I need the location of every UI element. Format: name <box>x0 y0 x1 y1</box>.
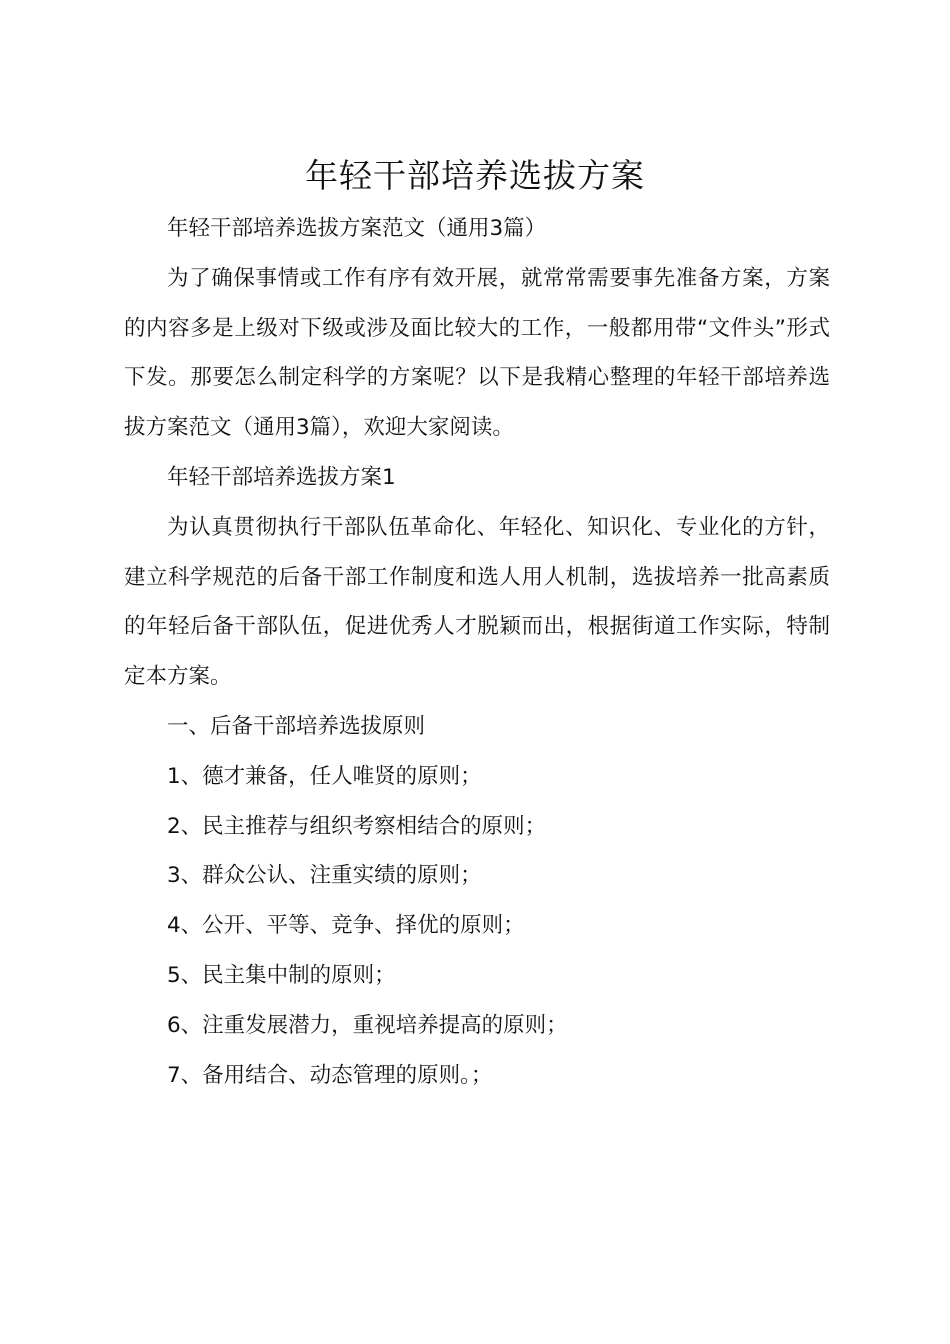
section-heading-plan-1: 年轻干部培养选拔方案1 <box>167 464 396 490</box>
list-item-principle-5: 5、民主集中制的原则； <box>167 962 396 988</box>
list-item-principle-3: 3、群众公认、注重实绩的原则； <box>167 863 482 889</box>
list-item-principle-4: 4、公开、平等、竞争、择优的原则； <box>167 913 525 939</box>
paragraph-intro: 为了确保事情或工作有序有效开展，就常常需要事先准备方案，方案的内容多是上级对下级或涉及面比较大的工作，一般都用带“文件头”形式下发。那要怎么制定科学的方案呢？以下是我精心整理的年轻干部培养选拔方案范文（通用3篇），欢迎大家阅读。 <box>124 265 830 441</box>
section-heading-principles: 一、后备干部培养选拔原则 <box>167 713 426 739</box>
document-title: 年轻干部培养选拔方案 <box>305 156 645 195</box>
list-item-principle-7: 7、备用结合、动态管理的原则。； <box>167 1062 493 1088</box>
list-item-principle-6: 6、注重发展潜力，重视培养提高的原则； <box>167 1012 568 1038</box>
document-body <box>124 204 830 1100</box>
list-item-principle-2: 2、民主推荐与组织考察相结合的原则； <box>167 813 547 839</box>
paragraph-purpose: 为认真贯彻执行干部队伍革命化、年轻化、知识化、专业化的方针，建立科学规范的后备干部工作制度和选人用人机制，选拔培养一批高素质的年轻后备干部队伍，促进优秀人才脱颖而出，根据街道工作实际，特制定本方案。 <box>124 514 830 690</box>
list-item-principle-1: 1、德才兼备，任人唯贤的原则； <box>167 763 482 789</box>
paragraph-subtitle: 年轻干部培养选拔方案范文（通用3篇） <box>167 216 547 241</box>
